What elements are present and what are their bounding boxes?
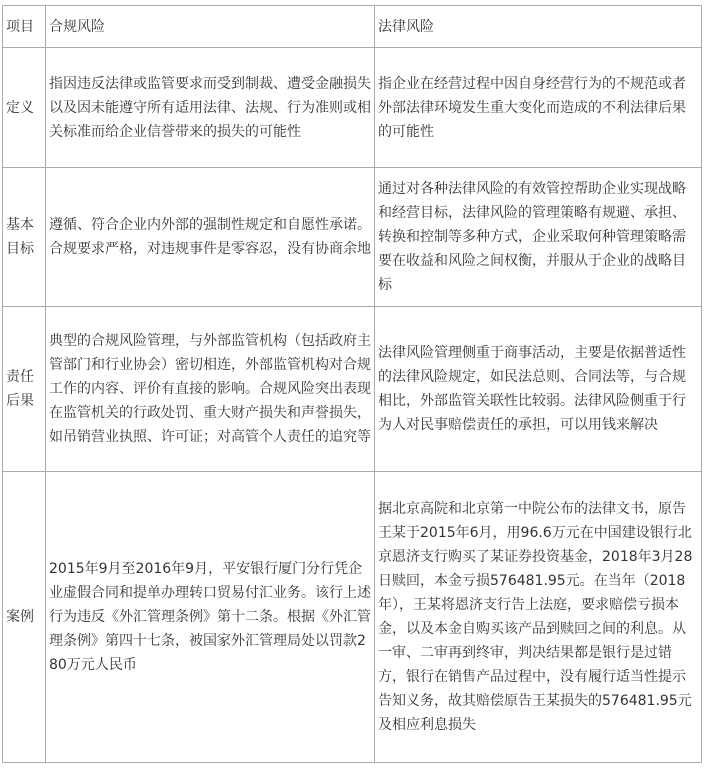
table-row [3,168,702,307]
legal-cell: 通过对各种法律风险的有效管控帮助企业实现战略和经营目标，法律风险的管理策略有规避、承担、转换和控制等多种方式，企业采取何种管理策略需要在收益和风险之间权衡，并服从于企业的战略目标 [375,168,702,307]
row-label: 案例 [3,472,46,763]
legal-cell: 据北京高院和北京第一中院公布的法律文书，原告王某于2015年6月，用96.6万元在中国建设银行北京恩济支行购买了某证券投资基金，2018年3月28日赎回，本金亏损576481.95元。在当年（2018年），王某将恩济支行告上法庭，要求赔偿亏损本金，以及本金自购买该产品到赎回之间的利息。从一审、二审再到终审，判决结果都是银行是过错方，银行在销售产品过程中，没有履行适当性提示告知义务，故其赔偿原告王某损失的576481.95元及相应利息损失 [375,472,702,763]
comparison-table [2,5,702,763]
table-row [3,48,702,168]
legal-cell: 指企业在经营过程中因自身经营行为的不规范或者外部法律环境发生重大变化而造成的不利法律后果的可能性 [375,48,702,168]
table-row [3,472,702,763]
compliance-cell: 遵循、符合企业内外部的强制性规定和自愿性承诺。合规要求严格，对违规事件是零容忍，没有协商余地 [46,168,375,307]
table-row [3,307,702,472]
row-label: 基本目标 [3,168,46,307]
compliance-cell: 典型的合规风险管理，与外部监管机构（包括政府主管部门和行业协会）密切相连，外部监管机构对合规工作的内容、评价有直接的影响。合规风险突出表现在监管机关的行政处罚、重大财产损失和声誉损失，如吊销营业执照、许可证；对高管个人责任的追究等 [46,307,375,472]
header-row [3,6,702,48]
header-legal-risk: 法律风险 [375,6,702,48]
legal-cell: 法律风险管理侧重于商事活动，主要是依据普适性的法律风险规定，如民法总则、合同法等，与合规相比，外部监管关联性比较弱。法律风险侧重于行为人对民事赔偿责任的承担，可以用钱来解决 [375,307,702,472]
header-compliance-risk: 合规风险 [46,6,375,48]
compliance-cell: 2015年9月至2016年9月，平安银行厦门分行凭企业虚假合同和提单办理转口贸易付汇业务。该行上述行为违反《外汇管理条例》第十二条。根据《外汇管理条例》第四十七条，被国家外汇管理局处以罚款280万元人民币 [46,472,375,763]
row-label: 定义 [3,48,46,168]
header-item: 项目 [3,6,46,48]
row-label: 责任后果 [3,307,46,472]
compliance-cell: 指因违反法律或监管要求而受到制裁、遭受金融损失以及因未能遵守所有适用法律、法规、行为准则或相关标准而给企业信誉带来的损失的可能性 [46,48,375,168]
